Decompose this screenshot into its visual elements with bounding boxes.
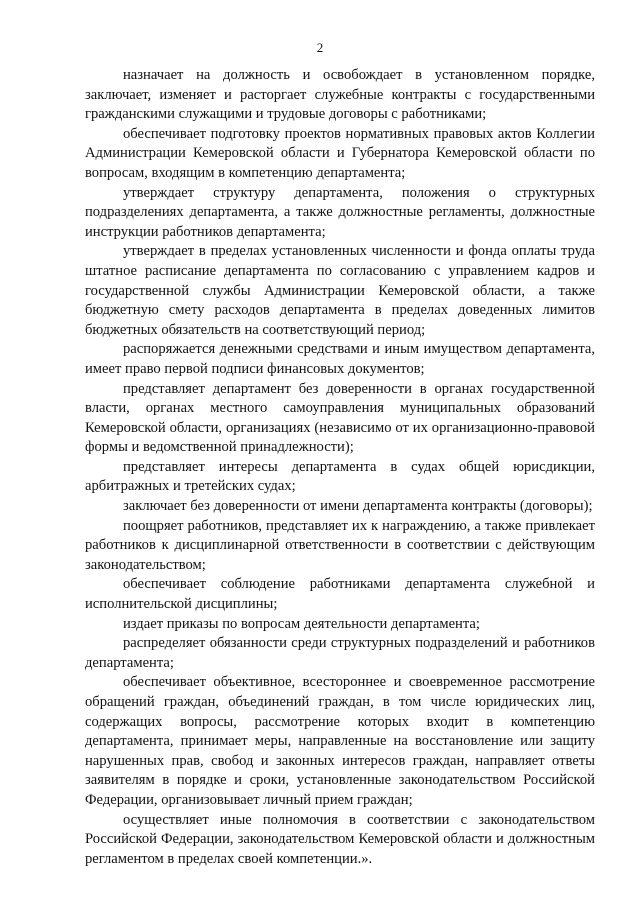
paragraph-other-powers: осуществляет иные полномочия в соответствии с законодательством Российской Федерации, законодательством Кемеровской области и должностным регламентом в пределах своей компетенции.». <box>85 811 595 867</box>
paragraph-contracts: заключает без доверенности от имени департамента контракты (договоры); <box>123 498 593 515</box>
paragraph-rewards: поощряет работников, представляет их к награждению, а также привлекает работников к дисциплинарной ответственности в соответствии с действующим законодательством; <box>85 517 595 573</box>
paragraph-legal-acts: обеспечивает подготовку проектов нормативных правовых актов Коллегии Администрации Кемеровской области и Губернатора Кемеровской области по вопросам, входящим в компетенцию департамента; <box>85 125 595 181</box>
paragraph-appointment: назначает на должность и освобождает в установленном порядке, заключает, изменяет и расторгает служебные контракты с государственными гражданскими служащими и трудовые договоры с работниками; <box>85 67 595 123</box>
paragraph-funds: распоряжается денежными средствами и иным имуществом департамента, имеет право первой подписи финансовых документов; <box>85 341 595 377</box>
paragraph-discipline: обеспечивает соблюдение работниками департамента служебной и исполнительской дисциплины; <box>85 576 595 613</box>
paragraph-courts: представляет интересы департамента в судах общей юрисдикции, арбитражных и третейских судах; <box>85 458 595 495</box>
page-number: 2 <box>316 40 324 55</box>
paragraph-duties: распределяет обязанности среди структурных подразделений и работников департамента; <box>85 635 595 671</box>
paragraph-representation: представляет департамент без доверенности в органах государственной власти, органах местного самоуправления муниципальных образований Кемеровской области, организациях (независимо от их организационно-правовой формы и ведомственной принадлежности); <box>85 380 595 456</box>
paragraph-orders: издает приказы по вопросам деятельности департамента; <box>123 615 480 632</box>
paragraph-structure: утверждает структуру департамента, положения о структурных подразделениях департамента, а также должностные регламенты, должностные инструкции работников департамента; <box>85 184 595 240</box>
document-body <box>85 66 595 869</box>
paragraph-staffing-budget: утверждает в пределах установленных численности и фонда оплаты труда штатное расписание департамента по согласованию с управлением кадров и государственной службы Администрации Кемеровской области, а также бюджетную смету расходов департамента в пределах доведенных лимитов бюджетных обязательств на соответствующий период; <box>85 243 595 338</box>
paragraph-citizen-appeals: обеспечивает объективное, всестороннее и своевременное рассмотрение обращений граждан, объединений граждан, в том числе юридических лиц, содержащих вопросы, рассмотрение которых входит в компетенцию департамента, принимает меры, направленные на восстановление или защиту нарушенных прав, свобод и законных интересов граждан, направляет ответы заявителям в порядке и сроки, установленные законодательством Российской Федерации, организовывает личный прием граждан; <box>85 674 595 808</box>
